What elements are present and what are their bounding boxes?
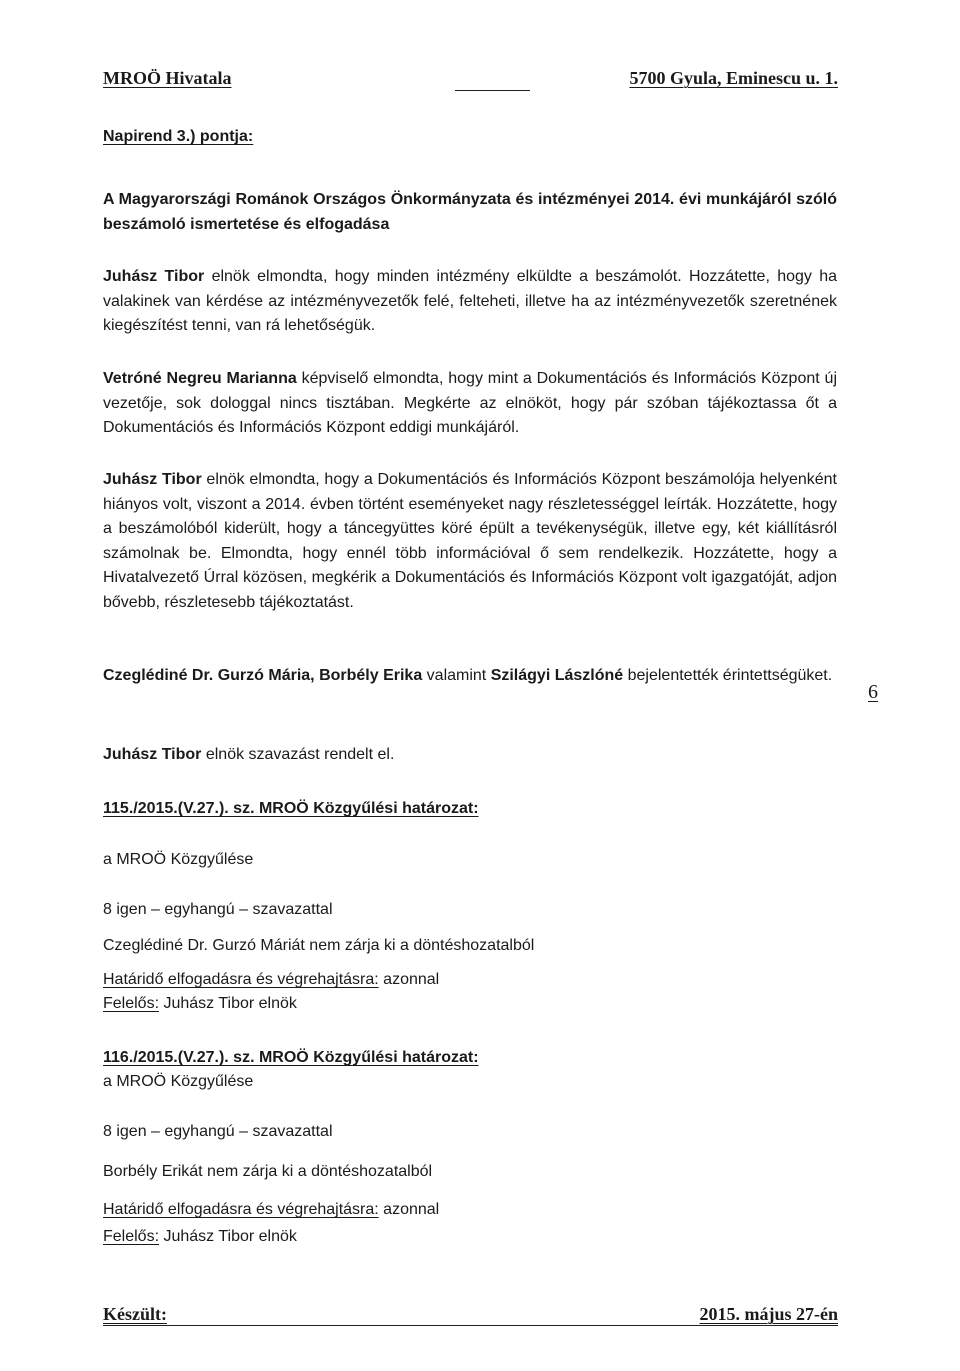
responsible-value: Juhász Tibor elnök [159, 1228, 297, 1245]
paragraph-1 [103, 265, 837, 339]
paragraph-3 [103, 468, 837, 616]
footer-left [103, 1304, 167, 1325]
member-name: Czeglédiné Dr. Gurzó Mária, [103, 667, 315, 684]
conflict-paragraph [103, 664, 837, 689]
resolution-2-responsible [103, 1225, 297, 1249]
paragraph-text: elnök elmondta, hogy a Dokumentációs és Információs Központ beszámolója helyenként hiányos volt, viszont a 2014. évben történt eseményeket nagy részletességgel leírták. Hozzátette, hogy a beszámolóból kiderült, hogy a táncegyüttes köré épült a tevékenységük, illetve egy, két kiállításról számolnak be. Elmondta, hogy ennél több információval ő sem rendelkezik. Hozzátette, hogy a Hivatalvezető Úrral közösen, megkérik a Dokumentációs és Információs Központ volt igazgatóját, adjon bővebb, részletesebb tájékoztatást. [103, 471, 838, 611]
footer-date: 2015. május 27-én [699, 1304, 838, 1324]
header-left [103, 68, 232, 89]
deadline-label: Határidő elfogadásra és végrehajtásra: [103, 1201, 379, 1218]
resolution-1-vote: 8 igen – egyhangú – szavazattal [103, 901, 333, 918]
resolution-1-title: 115./2015.(V.27.). sz. MROÖ Közgyűlési határozat: [103, 800, 479, 817]
resolution-1-responsible [103, 992, 297, 1016]
paragraph-text: elnök elmondta, hogy minden intézmény elküldte a beszámolót. Hozzátette, hogy ha valakinek van kérdése az intézményvezetők felé, felteheti, illetve ha az intézményvezetők szeretnének kiegészítést tenni, van rá lehetőségük. [103, 268, 838, 335]
speaker-name: Juhász Tibor [103, 268, 205, 285]
page-number: 6 [868, 681, 878, 703]
footer-right [700, 1304, 839, 1325]
header-address: 5700 Gyula, Eminescu u. 1. [629, 68, 838, 88]
conflict-text: bejelentették érintettségüket. [623, 667, 833, 684]
paragraph-2 [103, 367, 837, 441]
responsible-label: Felelős: [103, 1228, 160, 1245]
resolution-1-body: a MROÖ Közgyűlése [103, 851, 254, 868]
resolution-2-vote: 8 igen – egyhangú – szavazattal [103, 1123, 333, 1140]
vote-call [103, 743, 394, 767]
member-name: Borbély Erika [319, 667, 423, 684]
responsible-value: Juhász Tibor elnök [159, 995, 297, 1012]
member-name: Szilágyi Lászlóné [490, 667, 624, 684]
resolution-2-decision: Borbély Erikát nem zárja ki a döntéshozatalból [103, 1163, 433, 1180]
header-organization: MROÖ Hivatala [103, 68, 232, 88]
agenda-title: Napirend 3.) pontja: [103, 128, 254, 145]
resolution-2-title: 116./2015.(V.27.). sz. MROÖ Közgyűlési határozat: [103, 1049, 479, 1066]
speaker-name: Juhász Tibor [103, 746, 202, 763]
header-right [629, 68, 838, 89]
footer-rule [103, 1325, 838, 1326]
deadline-value: azonnal [378, 1201, 440, 1218]
footer-prepared-label: Készült: [103, 1304, 167, 1324]
vote-call-text: elnök szavazást rendelt el. [201, 746, 395, 763]
responsible-label: Felelős: [103, 995, 160, 1012]
resolution-2-deadline [103, 1198, 439, 1222]
speaker-name: Juhász Tibor [103, 471, 202, 488]
resolution-1-deadline [103, 968, 439, 992]
resolution-1-decision: Czeglédiné Dr. Gurzó Máriát nem zárja ki a döntéshozatalból [103, 937, 535, 954]
topic-title: A Magyarországi Románok Országos Önkormányzata és intézményei 2014. évi munkájáról szóló beszámoló ismertetése és elfogadása [103, 191, 837, 233]
conflict-connector: valamint [422, 667, 491, 684]
speaker-name: Vetróné Negreu Marianna [103, 370, 297, 387]
resolution-2-body: a MROÖ Közgyűlése [103, 1073, 254, 1090]
deadline-label: Határidő elfogadásra és végrehajtásra: [103, 971, 379, 988]
deadline-value: azonnal [378, 971, 440, 988]
header-rule [455, 90, 530, 91]
paragraph-text: képviselő elmondta, hogy mint a Dokumentációs és Információs Központ új vezetője, sok dologgal nincs tisztában. Megkérte az elnököt, hogy pár szóban tájékoztassa őt a Dokumentációs és Információs Központ eddigi munkájáról. [103, 370, 837, 437]
